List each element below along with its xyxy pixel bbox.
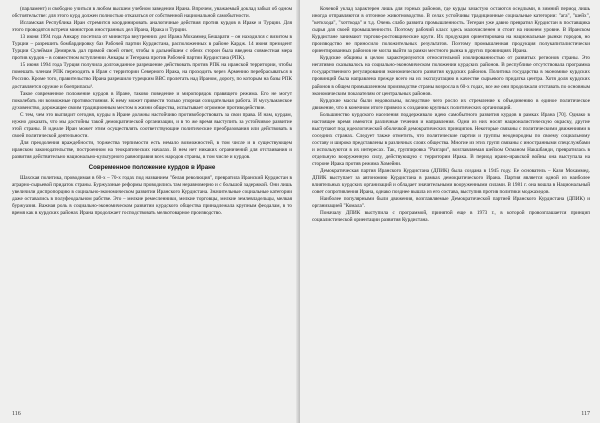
paragraph: 13 июня 1994 года Анкару посетила от министра внутренних дел Ирана Мохаммед Бешарати – он находился с визитом в Турции – разрешить бомбардировку баз Рабочей партии Курдистана, расположенных в районе Кардж. 14 июня президент Турции Сулейман Демирель дал прямой своей ответ, чтобы в дальнейшем с обеих сторон была введена совместная мера против курдов – в совместном вступлении Анкары и Тегерана против Рабочей партии Курдистана (РПК). [12,34,292,62]
paragraph: Такое современное положение курдов в Иране, таково поведение и миропорядок правящего режима. Его не могут поколебать ни возможные противостояния. К нему может привести только упорная созидательная работа. И мусульманское духовенство, дорожащее своим традиционным местом в жизни общества, испытывает огромное противодействие. [12,90,292,111]
paragraph: Кочевой уклад характерен лишь для горных районов, где курды зачастую остаются оседлыми, в зимний период лишь иногда отправляются в отгонное животноводство. В селах устойчивы традиционные социальные категории: "ага", "шейх", "кеткхода", "хотткода" и т.д. Очень слабо развита промышленность. Тегеран уже давно превратил Курдистан в поставщика сырья для своей промышленности. Поэтому рабочий класс здесь малочисленен и стоит на нижнем уровне. В Иранском Курдистане занимают торгово-ростовщические круги. Их продукция ориентирована на национальные рынки городов, но производство не приносило положительных результатов. Поэтому промышленная продукция полукапиталистически ориентированных районов не могла выйти за рамки местного рынка в других провинциях Ирана. [312,6,590,55]
paragraph: Для преодоления враждебности, торжества терпимости есть немало возможностей, в том числе и в существующем иранском законодательстве, построенном на теократических началах. В нем нет никаких ограничений для отстаивания и развития действительно национально-культурного равноправия всех народов страны, в том числе и курдов. [12,139,292,160]
right-page-text [312,6,590,224]
paragraph: (парламент) и свободно учиться в любом высшем учебном заведении Ирана. Впрочем, уважаемый доклад забыл об одном обстоятельстве: для этого курд должен полностью отказаться от собственной национальной самобытности. [12,6,292,20]
right-page [300,0,600,423]
paragraph: Шахская политика, проводимая в 60-х – 70-х годах под названием "белая революция", превратила Иранский Курдистан в аграрно-сырьевой придаток страны. Буржуазные реформы проводились там неравномерно и с большой задержкой. Они лишь увеличили диспропорцию в социально-экономическом развитии Иранского Курдистана. Значительные социальные категории даже оставались в полуфеодальном рабстве. Это – мелкие ремесленники, мелкие торговцы, мелкие землевладельцы, мелкая буржуазия. Важная роль в социально-экономическом развитии курдского общества принадлежала крупным феодалам, в то время как в курдских районах Ирана продолжает господствовать мелкотоварное производство. [12,175,292,217]
right-page-number: 117 [581,411,590,417]
left-page-number: 116 [12,411,21,417]
paragraph: Демократическая партия Иранского Курдистана (ДПИК) была создана в 1945 году. Ее основатель – Кази Мохаммед. ДПИК выступает за автономию Курдистана в рамках демократического Ирана. Партия является одной из наиболее влиятельных курдских организаций и обладает значительными вооруженными силами. В 1981 г. она вошла в Национальный совет сопротивления Ирана, однако позднее вышла из его состава, выступив против политики моджахедов. [312,168,590,196]
paragraph: Курдские массы были недовольны, вследствие чего росло их стремление к объединению в единое политическое движение, что в конечном итоге привело к созданию крупных политических организаций. [312,97,590,111]
left-page-text [12,6,292,161]
left-page-text-after-heading [12,175,292,217]
paragraph: Курдские общины в целом характеризуются относительной изолированностью от развитых регионов страны. Это негативно сказывалось на социально-экономическом положении курдских районов. В республике отсутствовала программа государственного регулирования экономического развития курдских районов. Политика государства в экономике курдских провинций была направлена прежде всего на их эксплуатацию в качестве сырьевого придатка центра. Хотя доля курдских районов в общем промышленном производстве страны возросла в 60-х годах, все же они продолжали отставать по основным экономическим показателям от центральных районов. [312,55,590,97]
paragraph: Исламская Республика Иран стремится координировать аналогичные действия против курдов в Ираке и Турции. Для этого проводятся встречи министров иностранных дел Ирана, Ирака и Турции. [12,20,292,34]
section-heading: Современное положение курдов в Иране [88,164,216,172]
paragraph: Наиболее популярными были движения, возглавляемые Демократической партией Иранского Курдистана (ДПИК) и организацией "Комала". [312,196,590,210]
paragraph: Большинство курдского населения поддерживало идею самобытного развития курдов в рамках Ирана [70]. Однако в настоящее время имеются различные течения и направления. Одни из них носят националистическую окраску, другие выступают под идеологической оболочкой демократических принципов. Некоторые связаны с политическими движениями в соседних странах. Следует также отметить, что политические партии и группы неоднородны по своему социальному составу и широко представлены в различных слоях общества. Многие из этих групп связаны с иностранными спецслужбами и используются в их интересах. Так, группировка "Разгари", возглавляемая шейхом Османом Накшбанди, превратилась в отдельную вооруженную силу, действующую с территории Ирака. В период ирано-иракской войны она выступала на стороне Ирака против режима Хомейни. [312,111,590,168]
paragraph: Поначалу ДПИК выступила с программой, принятой еще в 1973 г., в которой провозглашается принцип социалистической ориентации развития Курдистана. [312,210,590,224]
paragraph: С тем, чем это выглядит сегодня, курды в Иране должны настойчиво противоборствовать за свои права. И нам, курдам, нужно доказать, что мы достойны такой демократической организации, и в то же время выступить за устойчивое развитие этой страны. В идеале Иран может этим осуществлять соответствующие политические преобразования или действовать в своей политической деятельности. [12,111,292,139]
paragraph: 15 июня 1994 года Турция получила долгожданное разрешение действовать против РПК на иранской территории, чтобы помешать членам РПК переходить в Иран с территории Северного Ирака, на проходить через Армению перебрасываться в Россию. Кроме того, правительство Ирана разрешило турецким ВВС пролетать над Ираном, дорогу, по которым на базы РПК доставляется оружие и боеприпасы¹. [12,62,292,90]
